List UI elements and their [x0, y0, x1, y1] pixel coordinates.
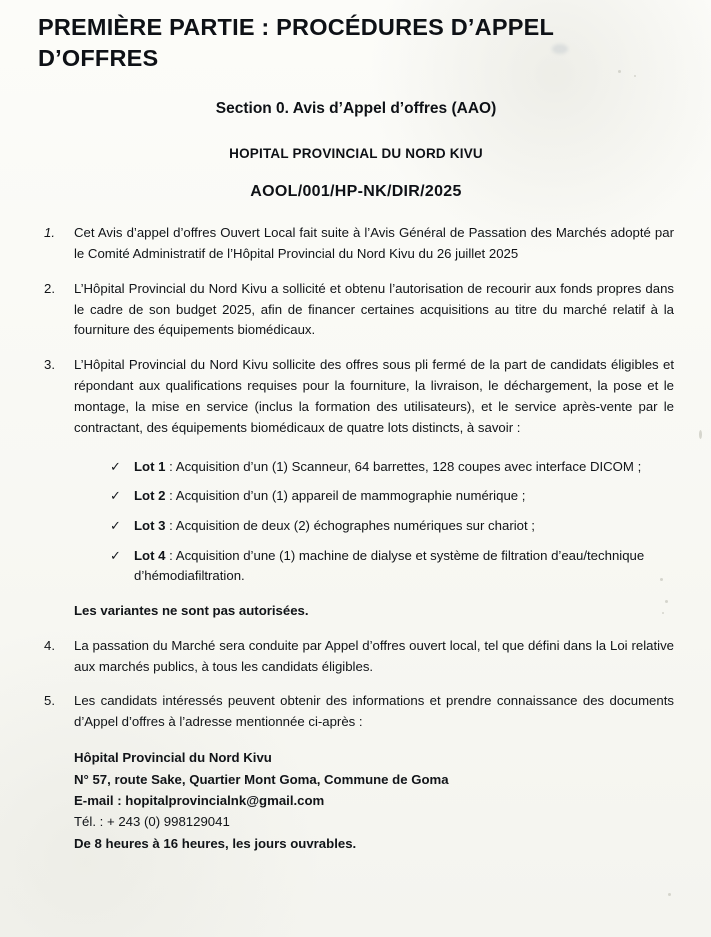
- check-mark-icon: ✓: [110, 458, 121, 474]
- list-item: [110, 486, 674, 507]
- list-item: [110, 516, 674, 537]
- contact-phone: Tél. : + 243 (0) 998129041: [74, 814, 230, 830]
- clause-number: 2.: [44, 280, 55, 296]
- clause-list: [38, 223, 674, 439]
- check-mark-icon: ✓: [110, 547, 121, 563]
- scan-speck: [699, 430, 702, 439]
- organization-name: HOPITAL PROVINCIAL DU NORD KIVU: [229, 146, 483, 162]
- clause-item: [38, 691, 674, 733]
- lot-label: Lot 3: [134, 517, 166, 533]
- lot-label: Lot 2: [134, 488, 166, 504]
- scan-speck: [668, 893, 671, 896]
- lot-label: Lot 1: [134, 458, 166, 474]
- reference-code: AOOL/001/HP-NK/DIR/2025: [250, 183, 462, 201]
- list-item: [110, 546, 674, 587]
- clause-number: 5.: [44, 693, 55, 709]
- page-title: PREMIÈRE PARTIE : PROCÉDURES D’APPEL D’OFFRES: [38, 14, 554, 72]
- check-mark-icon: ✓: [110, 517, 121, 533]
- lot-description: : Acquisition d’une (1) machine de dialyse et système de filtration d’eau/technique d’hémodiafiltration.: [134, 547, 645, 584]
- clause-number: 4.: [44, 637, 55, 653]
- clause-item: [38, 355, 674, 438]
- clause-text: L’Hôpital Provincial du Nord Kivu a sollicité et obtenu l’autorisation de recourir aux fonds propres dans le cadre de son budget 2025, afin de financer certaines acquisitions au titre du marché relatif à la fourniture des équipements biomédicaux.: [74, 280, 674, 338]
- lot-label: Lot 4: [134, 547, 166, 563]
- section-title: Section 0. Avis d’Appel d’offres (AAO): [215, 100, 497, 118]
- clause-item: [38, 279, 674, 342]
- contact-hours: De 8 heures à 16 heures, les jours ouvrables.: [74, 835, 357, 851]
- clause-text: Les candidats intéressés peuvent obtenir des informations et prendre connaissance des documents d’Appel d’offres à l’adresse mentionnée ci-après :: [74, 693, 674, 730]
- clause-text: Cet Avis d’appel d’offres Ouvert Local fait suite à l’Avis Général de Passation des Marchés adopté par le Comité Administratif de l’Hôpital Provincial du Nord Kivu du 26 juillet 2025: [74, 225, 674, 261]
- lot-description: : Acquisition d’un (1) appareil de mammographie numérique ;: [165, 488, 526, 504]
- lot-list: [38, 457, 674, 587]
- lot-description: : Acquisition de deux (2) échographes numériques sur chariot ;: [165, 517, 535, 533]
- clause-item: [38, 636, 674, 678]
- variants-note: Les variantes ne sont pas autorisées.: [74, 602, 309, 618]
- check-mark-icon: ✓: [110, 488, 121, 504]
- contact-block: [38, 747, 674, 854]
- contact-email: E-mail : hopitalprovincialnk@gmail.com: [74, 792, 325, 808]
- clause-list-continued: [38, 636, 674, 733]
- document-body: [38, 12, 674, 854]
- clause-number: 3.: [44, 357, 55, 373]
- lot-description: : Acquisition d’un (1) Scanneur, 64 barrettes, 128 coupes avec interface DICOM ;: [165, 458, 642, 474]
- clause-text: L’Hôpital Provincial du Nord Kivu sollicite des offres sous pli fermé de la part de candidats éligibles et répondant aux qualifications requises pour la fourniture, la livraison, le déchargement, la pose et le montage, la mise en service (inclus la formation des utilisateurs), et le service après-vente par le contractant, des équipements biomédicaux de quatre lots distincts, à savoir :: [74, 357, 674, 435]
- clause-number: 1.: [44, 225, 55, 241]
- contact-name: Hôpital Provincial du Nord Kivu: [74, 750, 272, 766]
- clause-item: [38, 223, 674, 265]
- clause-text: La passation du Marché sera conduite par Appel d’offres ouvert local, tel que défini dans la Loi relative aux marchés publics, à tous les candidats éligibles.: [74, 637, 674, 674]
- list-item: [110, 457, 674, 478]
- contact-address: N° 57, route Sake, Quartier Mont Goma, Commune de Goma: [74, 771, 449, 787]
